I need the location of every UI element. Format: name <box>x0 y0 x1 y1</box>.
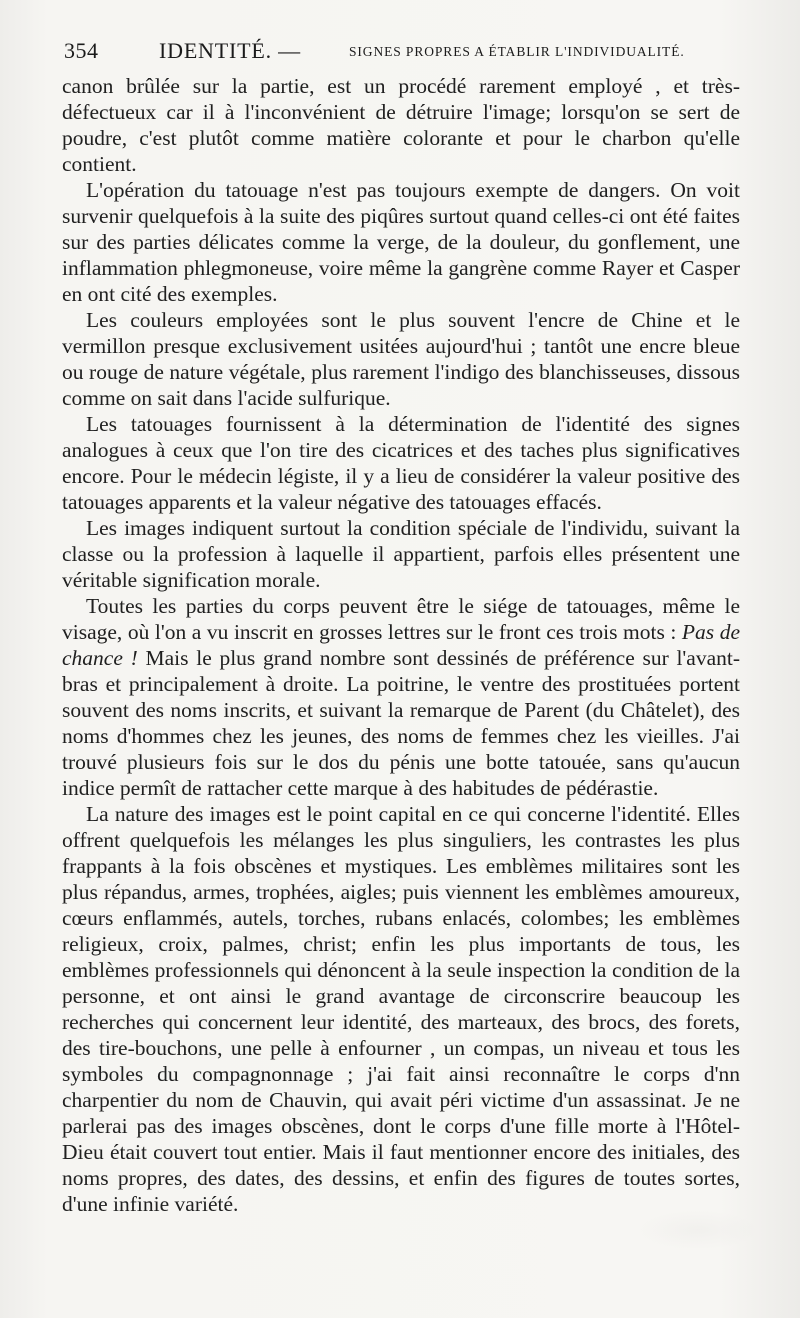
paragraph-nature: La nature des images est le point capital en ce qui concerne l'identité. Elles offrent quelquefois les mélanges les plus singuliers, les contrastes les plus frappants à la fois obscènes et mystiques. Les emblèmes militaires sont les plus répandus, armes, trophées, aigles; puis viennent les emblèmes amoureux, cœurs enflammés, autels, torches, rubans enlacés, colombes; les emblèmes religieux, croix, palmes, christ; enfin les plus importants de tous, les emblèmes professionnels qui dénoncent à la seule inspection la condition de la personne, et ont ainsi le grand avantage de circonscrire beaucoup les recherches qui concernent leur identité, des marteaux, des brocs, des forets, des tire-bouchons, une pelle à enfourner , un compas, un niveau et tous les symboles du compagnonnage ; j'ai fait ainsi reconnaître le corps d'nn charpentier du nom de Chauvin, qui avait péri victime d'un assassinat. Je ne parlerai pas des images obscènes, dont le corps d'une fille morte à l'Hôtel-Dieu était couvert tout entier. Mais il faut mentionner encore des initiales, des noms propres, des dates, des dessins, et enfin des figures de toutes sortes, d'une infinie variété. <box>62 802 740 1216</box>
paragraph-dangers: L'opération du tatouage n'est pas toujours exempte de dangers. On voit survenir quelquefois à la suite des piqûres surtout quand celles-ci ont été faites sur des parties délicates comme la verge, de la douleur, du gonflement, une inflammation phlegmoneuse, voire même la gangrène comme Rayer et Casper en ont cité des exemples. <box>62 178 740 306</box>
italic-phrase: Pas de chance ! <box>62 620 741 670</box>
page-stain <box>638 1210 758 1250</box>
running-subtitle: SIGNES PROPRES A ÉTABLIR L'INDIVIDUALITÉ. <box>349 44 685 59</box>
running-title: IDENTITÉ. — <box>159 38 301 63</box>
visage-text-after: Mais le plus grand nombre sont dessinés de préférence sur l'avant-bras et principalement à droite. La poitrine, le ventre des prostituées portent souvent des noms inscrits, et suivant la remarque de Parent (du Châtelet), des noms d'hommes chez les jeunes, des noms de femmes chez les vieilles. J'ai trouvé plusieurs fois sur le dos du pénis une botte tatouée, sans qu'aucun indice permît de rattacher cette marque à des habitudes de pédérastie. <box>62 646 741 800</box>
paragraph-images: Les images indiquent surtout la condition spéciale de l'individu, suivant la classe ou la profession à laquelle il appartient, parfois elles présentent une véritable signification morale. <box>62 516 740 592</box>
running-header <box>64 38 740 68</box>
visage-text-before: Toutes les parties du corps peuvent être le siége de tatouages, même le visage, où l'on a vu inscrit en grosses lettres sur le front ces trois mots : <box>62 594 740 644</box>
body-text <box>62 73 740 1217</box>
paragraph-poudre: canon brûlée sur la partie, est un procédé rarement employé , et très-défectueux car il à l'inconvénient de détruire l'image; lorsqu'on se sert de poudre, c'est plutôt comme matière colorante et pour le charbon qu'elle contient. <box>62 74 740 176</box>
page-number: 354 <box>64 38 99 63</box>
paragraph-visage <box>62 593 740 801</box>
paragraph-identite: Les tatouages fournissent à la détermination de l'identité des signes analogues à ceux que l'on tire des cicatrices et des taches plus significatives encore. Pour le médecin légiste, il y a lieu de considérer la valeur positive des tatouages apparents et la valeur négative des tatouages effacés. <box>62 412 740 514</box>
paragraph-couleurs: Les couleurs employées sont le plus souvent l'encre de Chine et le vermillon presque exclusivement usitées aujourd'hui ; tantôt une encre bleue ou rouge de nature végétale, plus rarement l'indigo des blanchisseuses, dissous comme on sait dans l'acide sulfurique. <box>62 308 740 410</box>
